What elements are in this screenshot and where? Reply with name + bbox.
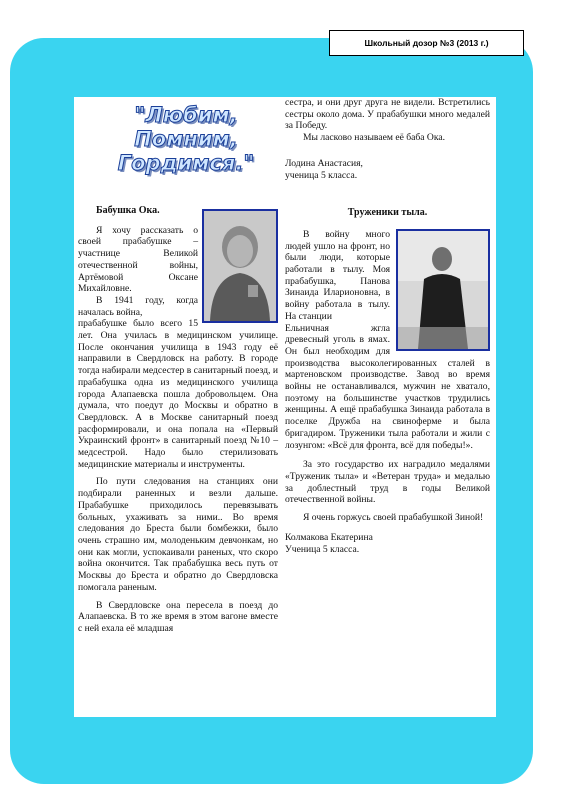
article1-title: Бабушка Ока. — [96, 205, 160, 216]
article1-paragraph: Я хочу рассказать о своей прабабушке – участнице Великой отечественной войны, Артёмовой Оксане Михайловне. — [78, 224, 198, 295]
article1-paragraph: В 1941 году, когда началась война, — [78, 294, 198, 318]
article1-paragraph: По пути следования на станциях они подбирали раненных и везли дальше. Прабабушке приходилось перевязывать больных, ухаживать за ними.. Во время следования до Бреста были бомбежки, было очень страшно им, молоденьким девчонкам, но они как могли, успокаивали раненых, что скоро война окончится. Так прабабушка весь путь от Москвы до Бреста и обратно до Свердловска помогала раненым. — [78, 476, 278, 593]
slogan — [86, 103, 286, 175]
article1-paragraph: Мы ласково называем её баба Ока. — [303, 132, 446, 144]
newspaper-page — [74, 97, 496, 717]
portrait-photo — [202, 209, 278, 323]
article1-grade: ученица 5 класса. — [285, 169, 358, 181]
article1-paragraph: В Свердловске она пересела в поезд до Алапаевска. В то же время в этом вагоне вместе с ней ехала её младшая — [78, 599, 278, 634]
right-column — [285, 97, 490, 555]
article1-paragraph: прабабушке было всего 15 лет. Она училась в медицинском училище. После окончания училища в 1943 году её направили в Свердловск на работу. В городе тогда набирали медсестер в санитарный поезд, и прабабушка одна из медицинского училища города Алапаевска пошла добровольцем. Она думала, что поедут до Москвы и обратно в Свердловск. А в Москве санитарный поезд расформировали, и она попала на «Первый Украинский фронт» в санитарный поезд №10 – медсестрой. Надо было стерилизовать медицинские материалы и инструменты. — [78, 318, 278, 470]
worker-photo — [396, 229, 490, 351]
article2-paragraph: Ельничная жгла древесный уголь в ямах. Он был необходим для производства высоколегированных сталей в мартеновском производстве. Завод во время войны не останавливался, мужчин не хватало, поэтому на большинстве участков трудились женщины. А ещё прабабушка Зинаида работала в поселке Дружба на свиноферме и была бригадиром. Труженики тыла работали и жили с лозунгом: «Всё для фронта, всё для победы!». — [285, 322, 490, 451]
left-column — [78, 97, 278, 635]
article1-author: Лодина Анастасия, — [285, 157, 363, 169]
article2-author: Колмакова Екатерина — [285, 531, 373, 543]
slogan-line: Помним, — [134, 127, 238, 151]
article2-grade: Ученица 5 класса. — [285, 543, 360, 555]
article2-paragraph: За это государство их наградило медалями «Труженик тыла» и «Ветеран труда» и медалью за доблестный труд в годы Великой отечественной войны. — [285, 459, 490, 506]
slogan-line: Гордимся." — [117, 151, 255, 175]
slogan-line: "Любим, — [134, 103, 238, 127]
article1-paragraph: сестра, и они друг друга не видели. Встретились сестры около дома. У прабабушки много медалей за Победу. — [285, 97, 490, 132]
issue-header: Школьный дозор №3 (2013 г.) — [329, 30, 524, 56]
article2-title: Труженики тыла. — [347, 207, 428, 219]
article2-paragraph: Я очень горжусь своей прабабушкой Зиной! — [303, 512, 484, 524]
article2-paragraph: В войну много людей ушло на фронт, но были люди, которые работали в тылу. Моя прабабушка, Панова Зинаида Иларионовна, в войну работала в тылу. На станции — [285, 228, 390, 322]
